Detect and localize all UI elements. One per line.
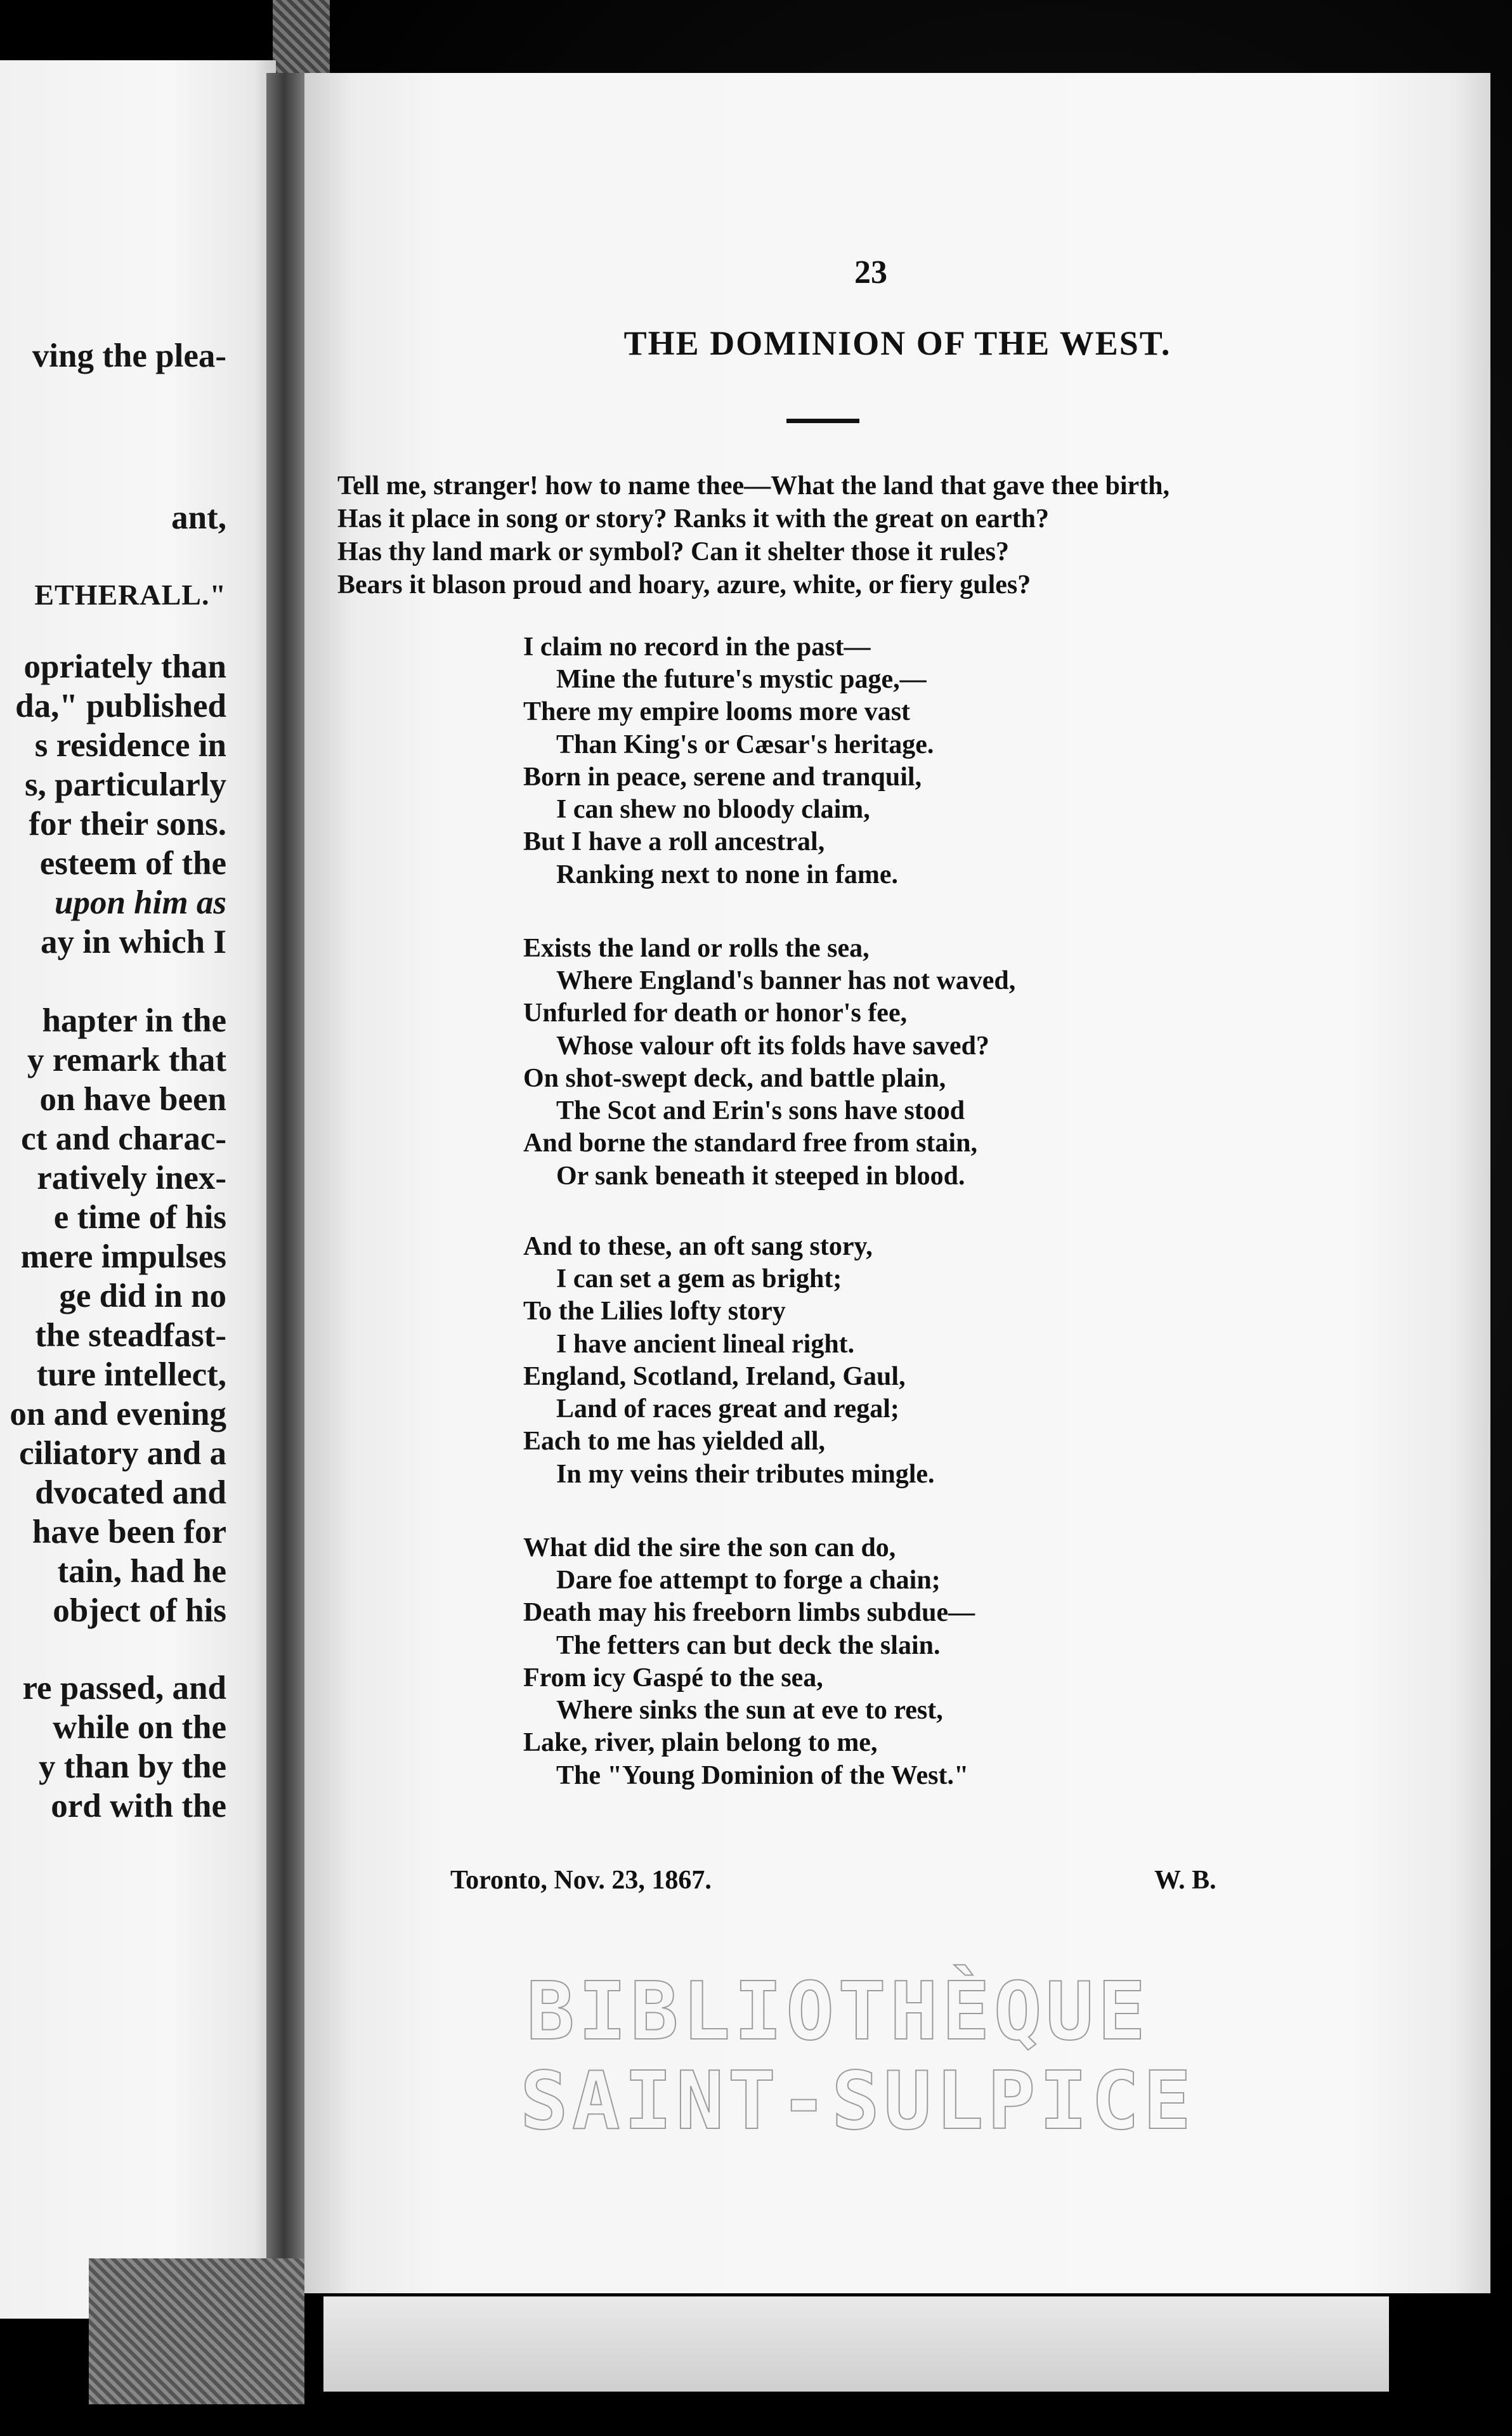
poem-title: THE DOMINION OF THE WEST. — [623, 324, 1171, 362]
stamp-line: BIBLIOTHÈQUE — [526, 1965, 1150, 2058]
verse-line: The fetters can but deck the slain. — [556, 1630, 941, 1660]
verse-line: I can set a gem as bright; — [556, 1264, 842, 1294]
verse-line: Whose valour oft its folds have saved? — [556, 1031, 989, 1061]
left-page-line: ETHERALL." — [34, 579, 226, 611]
stanza-2 — [523, 933, 1348, 1193]
left-page-line: on and evening — [10, 1396, 226, 1432]
verse-line: Has thy land mark or symbol? Can it shelter those it rules? — [337, 537, 1009, 567]
verse-line: I claim no record in the past— — [523, 632, 871, 662]
binding-cloth-bottom — [89, 2258, 304, 2404]
left-page-line: the steadfast- — [35, 1317, 226, 1354]
verse-line: The "Young Dominion of the West." — [556, 1760, 969, 1790]
verse-line: And to these, an oft sang story, — [523, 1232, 873, 1261]
verse-line: Or sank beneath it steeped in blood. — [556, 1161, 965, 1191]
left-page-line: ture intellect, — [36, 1356, 226, 1393]
intro-verse — [337, 469, 1454, 601]
left-page-line: hapter in the — [42, 1002, 226, 1039]
left-page-line: y than by the — [39, 1748, 226, 1785]
verse-line: Bears it blason proud and hoary, azure, white, or fiery gules? — [337, 570, 1031, 600]
left-page-line: ct and charac- — [21, 1120, 226, 1157]
left-page-line: have been for — [32, 1514, 226, 1550]
left-page-line: re passed, and — [22, 1670, 226, 1706]
verse-line: Tell me, stranger! how to name thee—What the land that gave thee birth, — [337, 471, 1170, 501]
left-page-line: s, particularly — [25, 766, 226, 803]
verse-line: There my empire looms more vast — [523, 697, 911, 727]
verse-line: The Scot and Erin's sons have stood — [556, 1096, 965, 1126]
verse-line: Born in peace, serene and tranquil, — [523, 762, 922, 792]
stanza-3 — [523, 1231, 1348, 1491]
left-page — [0, 60, 276, 2319]
left-page-line: tain, had he — [57, 1553, 226, 1590]
verse-line: Lake, river, plain belong to me, — [523, 1728, 878, 1758]
left-page-line: upon him as — [54, 884, 226, 921]
verse-line: Dare foe attempt to forge a chain; — [556, 1566, 941, 1595]
verse-line: Ranking next to none in fame. — [556, 860, 899, 889]
verse-line: Exists the land or rolls the sea, — [523, 934, 870, 963]
verse-line: Each to me has yielded all, — [523, 1427, 826, 1457]
verse-line: And borne the standard free from stain, — [523, 1129, 977, 1158]
left-page-line: object of his — [53, 1592, 226, 1629]
verse-line: Where England's banner has not waved, — [556, 966, 1016, 996]
stamp-line: SAINT-SULPICE — [520, 2054, 1196, 2148]
verse-line: Death may his freeborn limbs subdue— — [523, 1598, 975, 1628]
left-page-line: on have been — [39, 1081, 226, 1118]
stanza-4 — [523, 1532, 1348, 1792]
verse-line: Where sinks the sun at eve to rest, — [556, 1696, 943, 1726]
left-page-line: ratively inex- — [37, 1160, 226, 1196]
left-page-line: while on the — [53, 1709, 226, 1746]
verse-line: Land of races great and regal; — [556, 1394, 899, 1424]
verse-line: I have ancient lineal right. — [556, 1329, 855, 1359]
left-page-line: esteem of the — [39, 845, 226, 882]
left-page-line: e time of his — [53, 1199, 226, 1236]
library-stamp — [520, 1965, 1196, 2148]
left-page-line: ant, — [171, 499, 226, 536]
verse-line: Mine the future's mystic page,— — [556, 665, 927, 695]
left-page-line: for their sons. — [29, 806, 226, 842]
page-bottom-edge — [323, 2296, 1389, 2392]
left-page-line: y remark that — [27, 1042, 226, 1078]
left-page-line: s residence in — [34, 727, 226, 764]
verse-line: Unfurled for death or honor's fee, — [523, 999, 908, 1028]
right-page — [304, 73, 1490, 2293]
verse-line: In my veins their tributes mingle. — [556, 1459, 935, 1489]
left-page-line: opriately than — [23, 648, 226, 685]
verse-line: I can shew no bloody claim, — [556, 795, 870, 825]
place-date: Toronto, Nov. 23, 1867. — [450, 1866, 712, 1895]
left-page-line: da," published — [15, 688, 226, 724]
left-page-line: mere impulses — [20, 1238, 226, 1275]
left-page-line: ciliatory and a — [19, 1435, 226, 1472]
stanza-1 — [523, 631, 1348, 891]
page-number: 23 — [854, 254, 887, 291]
left-page-line: ay in which I — [40, 924, 226, 960]
verse-line: But I have a roll ancestral, — [523, 827, 825, 857]
title-rule — [786, 419, 859, 423]
verse-line: To the Lilies lofty story — [523, 1297, 786, 1326]
author-initials: W. B. — [1154, 1866, 1216, 1895]
left-page-line: ge did in no — [59, 1278, 226, 1314]
verse-line: On shot-swept deck, and battle plain, — [523, 1063, 946, 1093]
verse-line: Has it place in song or story? Ranks it with the great on earth? — [337, 504, 1049, 534]
verse-line: Than King's or Cæsar's heritage. — [556, 730, 934, 759]
verse-line: England, Scotland, Ireland, Gaul, — [523, 1361, 906, 1391]
left-page-line: ving the plea- — [32, 337, 226, 374]
left-page-line: dvocated and — [35, 1474, 226, 1511]
verse-line: What did the sire the son can do, — [523, 1533, 896, 1562]
left-page-line: ord with the — [51, 1788, 226, 1824]
verse-line: From icy Gaspé to the sea, — [523, 1663, 823, 1693]
